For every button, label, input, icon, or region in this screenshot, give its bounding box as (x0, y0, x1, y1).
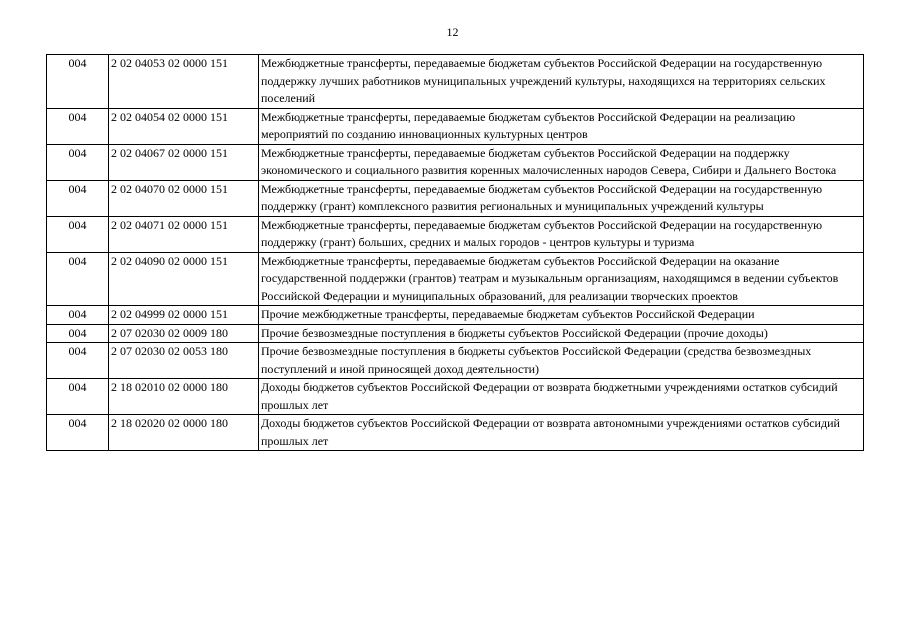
admin-code-cell: 004 (47, 252, 109, 306)
table-row (47, 415, 864, 451)
revenue-name-cell: Прочие безвозмездные поступления в бюджеты субъектов Российской Федерации (прочие доходы) (259, 324, 864, 343)
revenue-name-cell: Межбюджетные трансферты, передаваемые бюджетам субъектов Российской Федерации на реализацию мероприятий по созданию инновационных культурных центров (259, 108, 864, 144)
table-row (47, 108, 864, 144)
revenue-name-cell: Доходы бюджетов субъектов Российской Федерации от возврата бюджетными учреждениями остатков субсидий прошлых лет (259, 379, 864, 415)
revenue-name-cell: Межбюджетные трансферты, передаваемые бюджетам субъектов Российской Федерации на государственную поддержку лучших работников муниципальных учреждений культуры, находящихся на территориях сельских поселений (259, 55, 864, 109)
admin-code-cell: 004 (47, 415, 109, 451)
table-row (47, 180, 864, 216)
revenue-name-cell: Межбюджетные трансферты, передаваемые бюджетам субъектов Российской Федерации на поддержку экономического и социального развития коренных малочисленных народов Севера, Сибири и Дальнего Востока (259, 144, 864, 180)
admin-code-cell: 004 (47, 180, 109, 216)
revenue-code-cell: 2 02 04070 02 0000 151 (109, 180, 259, 216)
table-row (47, 324, 864, 343)
budget-codes-table (46, 54, 864, 451)
revenue-name-cell: Межбюджетные трансферты, передаваемые бюджетам субъектов Российской Федерации на государственную поддержку (грант) комплексного развития региональных и муниципальных учреждений культуры (259, 180, 864, 216)
table-row (47, 252, 864, 306)
admin-code-cell: 004 (47, 324, 109, 343)
revenue-code-cell: 2 02 04053 02 0000 151 (109, 55, 259, 109)
revenue-name-cell: Межбюджетные трансферты, передаваемые бюджетам субъектов Российской Федерации на государственную поддержку (грант) больших, средних и малых городов - центров культуры и туризма (259, 216, 864, 252)
revenue-code-cell: 2 02 04090 02 0000 151 (109, 252, 259, 306)
revenue-code-cell: 2 07 02030 02 0053 180 (109, 343, 259, 379)
admin-code-cell: 004 (47, 379, 109, 415)
revenue-name-cell: Доходы бюджетов субъектов Российской Федерации от возврата автономными учреждениями остатков субсидий прошлых лет (259, 415, 864, 451)
table-row (47, 216, 864, 252)
table-row (47, 379, 864, 415)
admin-code-cell: 004 (47, 216, 109, 252)
revenue-name-cell: Прочие межбюджетные трансферты, передаваемые бюджетам субъектов Российской Федерации (259, 306, 864, 325)
admin-code-cell: 004 (47, 108, 109, 144)
revenue-name-cell: Межбюджетные трансферты, передаваемые бюджетам субъектов Российской Федерации на оказание государственной поддержки (грантов) театрам и музыкальным организациям, находящимся в ведении субъектов Российской Федерации и муниципальных образований, для реализации творческих проектов (259, 252, 864, 306)
revenue-code-cell: 2 02 04999 02 0000 151 (109, 306, 259, 325)
page-number: 12 (446, 25, 459, 39)
revenue-name-cell: Прочие безвозмездные поступления в бюджеты субъектов Российской Федерации (средства безвозмездных поступлений и иной приносящей доход деятельности) (259, 343, 864, 379)
revenue-code-cell: 2 07 02030 02 0009 180 (109, 324, 259, 343)
table-row (47, 55, 864, 109)
revenue-code-cell: 2 02 04054 02 0000 151 (109, 108, 259, 144)
admin-code-cell: 004 (47, 144, 109, 180)
table-row (47, 306, 864, 325)
table-row (47, 343, 864, 379)
admin-code-cell: 004 (47, 343, 109, 379)
revenue-code-cell: 2 18 02010 02 0000 180 (109, 379, 259, 415)
revenue-code-cell: 2 02 04071 02 0000 151 (109, 216, 259, 252)
admin-code-cell: 004 (47, 55, 109, 109)
admin-code-cell: 004 (47, 306, 109, 325)
table-row (47, 144, 864, 180)
revenue-code-cell: 2 18 02020 02 0000 180 (109, 415, 259, 451)
revenue-code-cell: 2 02 04067 02 0000 151 (109, 144, 259, 180)
